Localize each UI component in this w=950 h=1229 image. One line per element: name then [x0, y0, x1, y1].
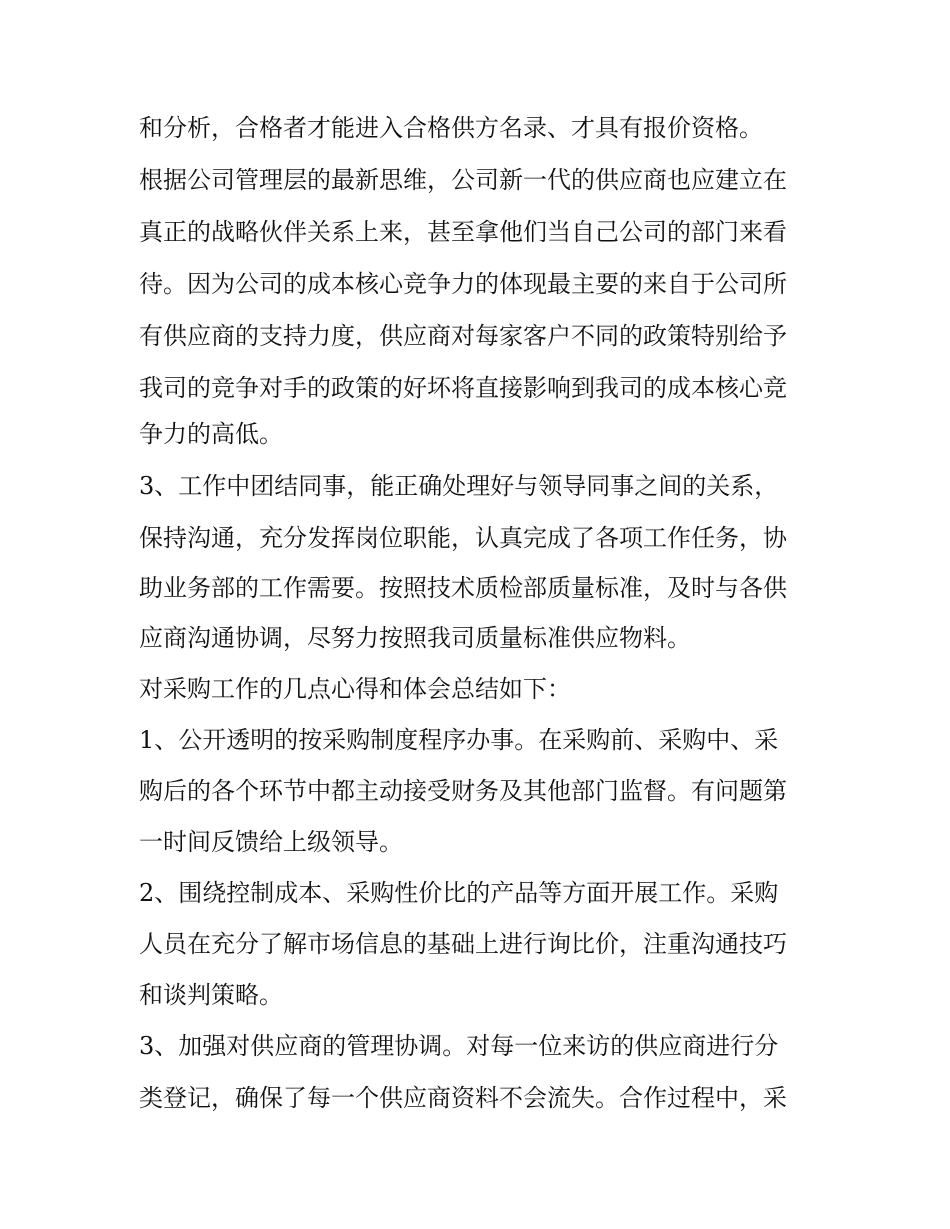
- text-line: 应商沟通协调，尽努力按照我司质量标准供应物料。: [139, 624, 691, 652]
- text-line: 和谈判策略。: [139, 981, 283, 1009]
- text-line: 待。因为公司的成本核心竞争力的体现最主要的来自于公司所: [139, 270, 787, 298]
- text-line: 争力的高低。: [139, 420, 283, 448]
- text-line: 一时间反馈给上级领导。: [139, 828, 403, 856]
- text-line: 1、公开透明的按采购制度程序办事。在采购前、采购中、采: [139, 726, 779, 754]
- text-line: 类登记，确保了每一个供应商资料不会流失。合作过程中，采: [139, 1084, 787, 1112]
- text-line: 助业务部的工作需要。按照技术质检部质量标准，及时与各供: [139, 574, 787, 602]
- text-line: 真正的战略伙伴关系上来，甚至拿他们当自己公司的部门来看: [139, 218, 787, 246]
- text-line: 人员在充分了解市场信息的基础上进行询比价，注重沟通技巧: [139, 930, 787, 958]
- text-line: 和分析，合格者才能进入合格供方名录、才具有报价资格。: [139, 114, 763, 142]
- text-line: 3、加强对供应商的管理协调。对每一位来访的供应商进行分: [139, 1032, 779, 1060]
- text-line: 保持沟通，充分发挥岗位职能，认真完成了各项工作任务，协: [139, 524, 787, 552]
- text-line: 对采购工作的几点心得和体会总结如下：: [139, 675, 571, 703]
- text-line: 购后的各个环节中都主动接受财务及其他部门监督。有问题第: [139, 777, 787, 805]
- text-line: 我司的竞争对手的政策的好坏将直接影响到我司的成本核心竞: [139, 374, 787, 402]
- text-line: 有供应商的支持力度，供应商对每家客户不同的政策特别给予: [139, 322, 787, 350]
- text-line: 根据公司管理层的最新思维，公司新一代的供应商也应建立在: [139, 166, 787, 194]
- text-line: 2、围绕控制成本、采购性价比的产品等方面开展工作。采购: [139, 879, 779, 907]
- text-line: 3、工作中团结同事，能正确处理好与领导同事之间的关系，: [139, 472, 779, 500]
